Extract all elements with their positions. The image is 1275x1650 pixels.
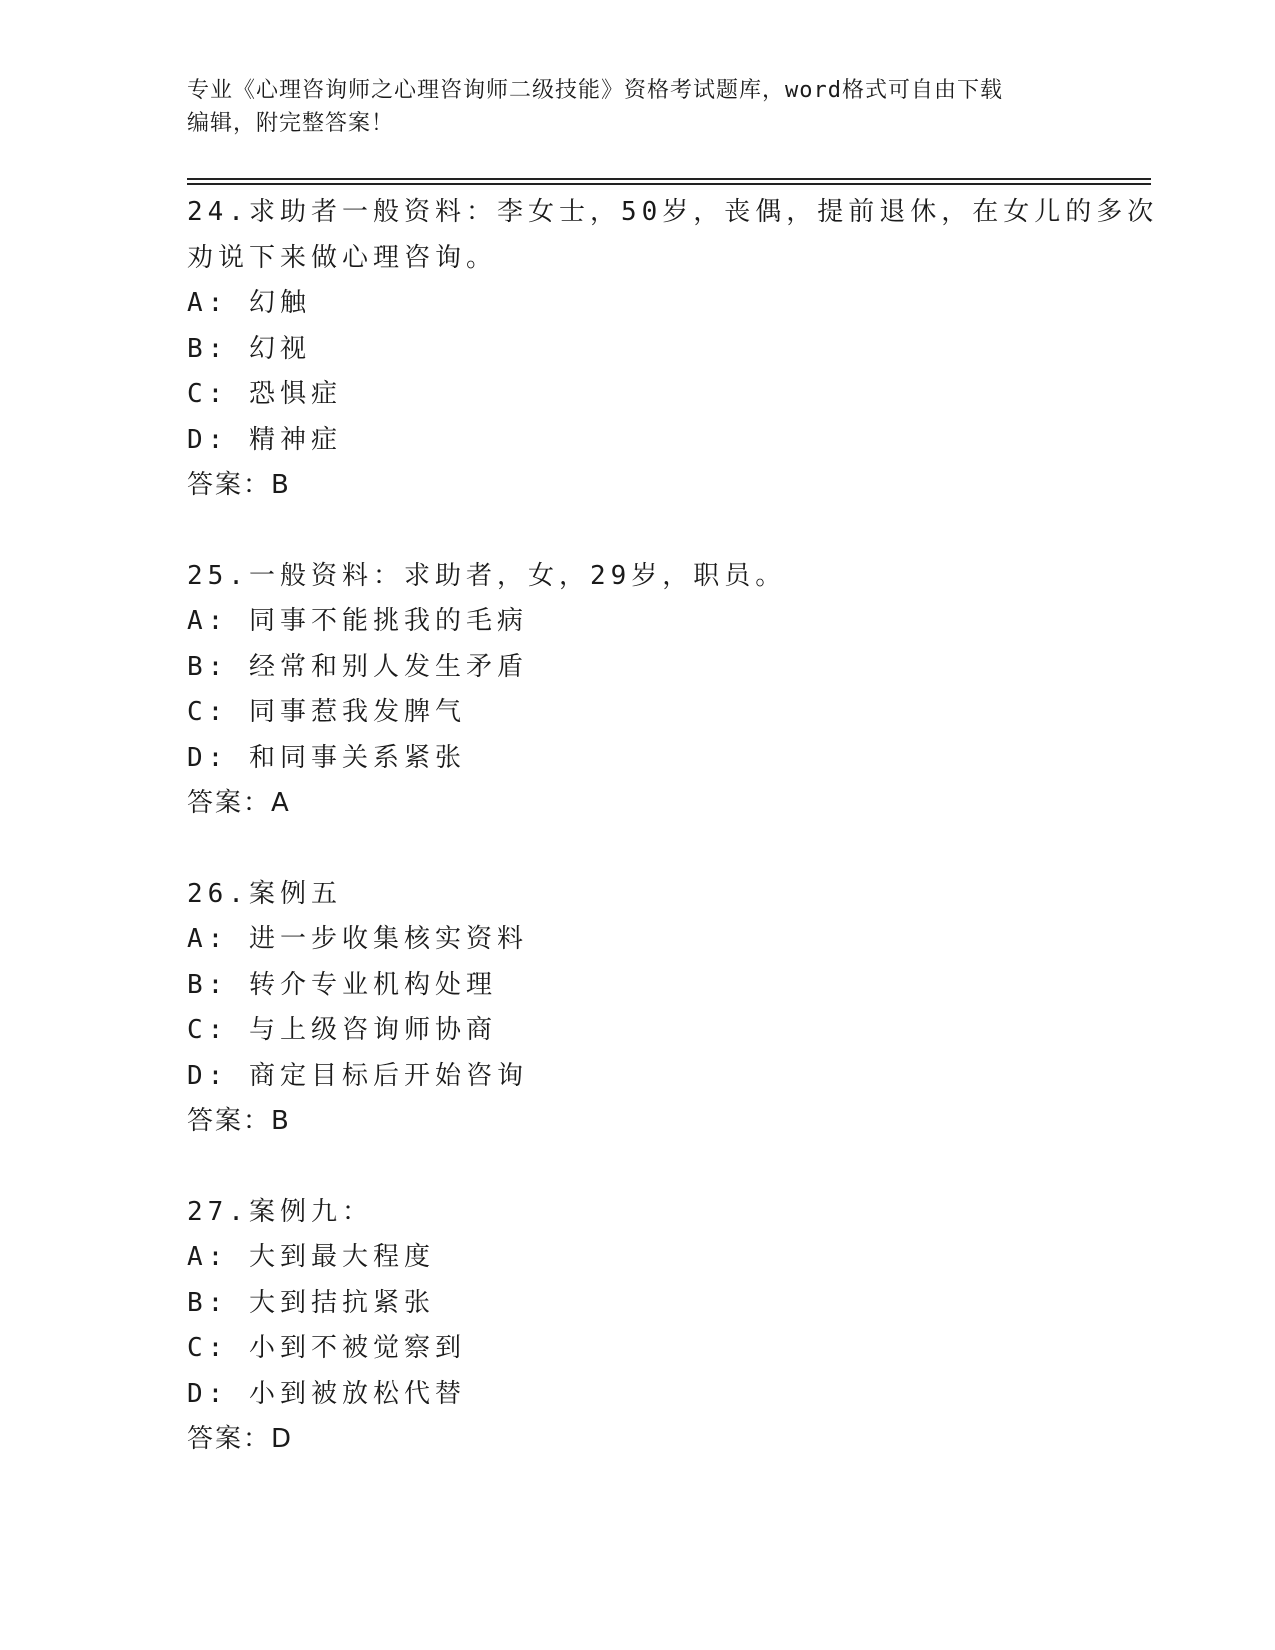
header-line-2: 编辑，附完整答案！ — [187, 111, 395, 136]
option-c: C: 恐惧症 — [187, 379, 342, 409]
question-27 — [187, 1190, 1107, 1463]
question-stem-line: 27.案例九： — [187, 1196, 373, 1227]
option-d: D: 小到被放松代替 — [187, 1378, 466, 1409]
spacer — [187, 1145, 1107, 1190]
question-stem-line: 劝说下来做心理咨询。 — [187, 242, 498, 273]
option-a: A: 进一步收集核实资料 — [187, 924, 528, 954]
header-divider-bottom — [187, 183, 1151, 185]
option-c: C: 同事惹我发脾气 — [187, 697, 466, 727]
option-c: C: 与上级咨询师协商 — [187, 1015, 497, 1045]
answer-line: 答案：B — [187, 470, 291, 500]
option-a: A: 大到最大程度 — [187, 1242, 435, 1272]
question-24 — [187, 190, 1159, 509]
option-d: D: 和同事关系紧张 — [187, 742, 466, 773]
question-stem-line: 25.一般资料：求助者，女，29岁，职员。 — [187, 560, 787, 591]
option-d: D: 商定目标后开始咨询 — [187, 1060, 528, 1091]
document-header — [187, 74, 1087, 140]
option-c: C: 小到不被觉察到 — [187, 1333, 466, 1363]
header-line-1: 专业《心理咨询师之心理咨询师二级技能》资格考试题库，word格式可自由下载 — [187, 78, 1003, 103]
question-stem — [187, 190, 1159, 281]
option-b: B: 幻视 — [187, 333, 311, 364]
option-b: B: 转介专业机构处理 — [187, 969, 497, 1000]
answer-line: 答案：D — [187, 1424, 294, 1454]
option-b: B: 大到拮抗紧张 — [187, 1287, 435, 1318]
question-stem-line: 24.求助者一般资料：李女士，50岁，丧偶，提前退休，在女儿的多次 — [187, 197, 1159, 227]
answer-line: 答案：A — [187, 788, 291, 818]
option-d: D: 精神症 — [187, 424, 342, 455]
question-stem — [187, 872, 1107, 918]
spacer — [187, 509, 1107, 554]
option-a: A: 同事不能挑我的毛病 — [187, 606, 528, 636]
answer-line: 答案：B — [187, 1106, 291, 1136]
question-stem — [187, 1190, 1107, 1236]
question-stem — [187, 554, 1107, 600]
option-b: B: 经常和别人发生矛盾 — [187, 651, 528, 682]
question-stem-line: 26.案例五 — [187, 878, 342, 909]
option-a: A: 幻触 — [187, 288, 311, 318]
question-list — [187, 190, 1159, 1463]
question-26 — [187, 872, 1107, 1145]
header-divider-top — [187, 178, 1151, 180]
question-25 — [187, 554, 1107, 827]
spacer — [187, 827, 1107, 872]
